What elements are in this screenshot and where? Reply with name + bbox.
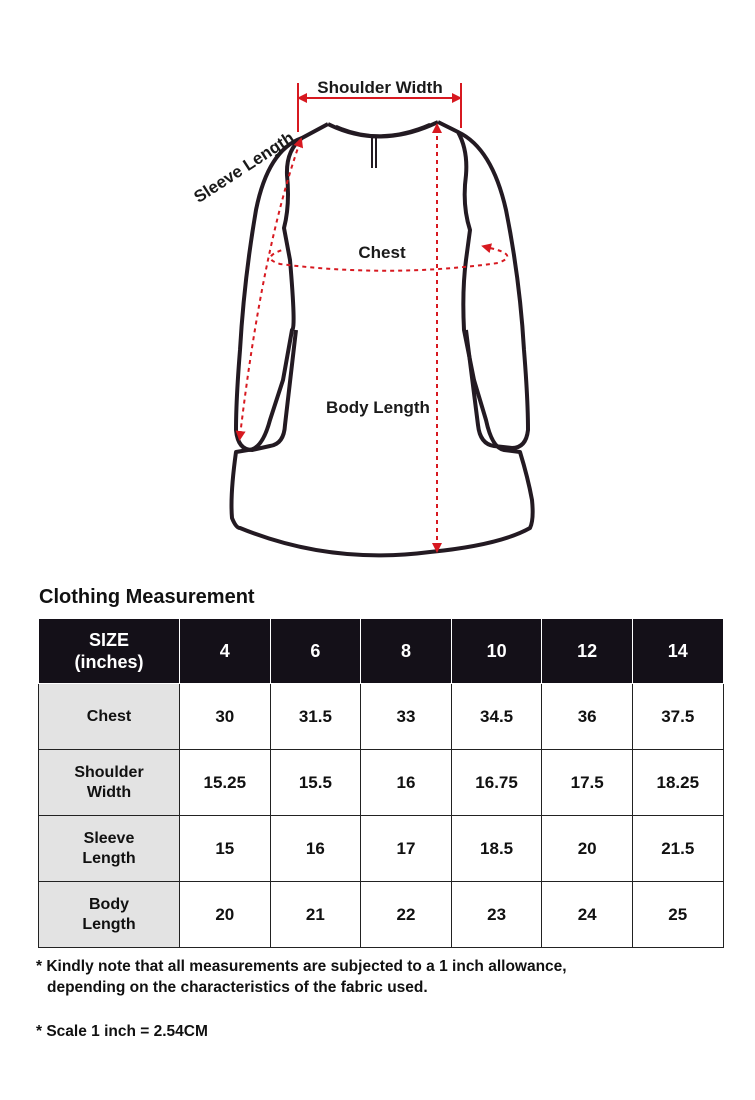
table-cell: 20 bbox=[180, 882, 271, 948]
size-column-header: 4 bbox=[180, 619, 271, 684]
table-cell: 15.25 bbox=[180, 750, 271, 816]
back-placket bbox=[372, 138, 376, 168]
table-cell: 18.25 bbox=[632, 750, 723, 816]
size-chart-table bbox=[38, 618, 724, 948]
chest-arrow-head bbox=[486, 247, 490, 248]
table-header-row bbox=[39, 619, 724, 684]
table-row bbox=[39, 882, 724, 948]
label-shoulder-width: Shoulder Width bbox=[317, 78, 443, 97]
size-header-cell bbox=[39, 619, 180, 684]
row-label-sleeve-length bbox=[39, 816, 180, 882]
allowance-note bbox=[36, 956, 736, 998]
table-cell: 25 bbox=[632, 882, 723, 948]
row-label-text: Body bbox=[89, 895, 129, 913]
table-cell: 16.75 bbox=[451, 750, 542, 816]
table-cell: 30 bbox=[180, 684, 271, 750]
size-column-header: 6 bbox=[270, 619, 361, 684]
dress-outline bbox=[232, 122, 533, 555]
scale-note: * Scale 1 inch = 2.54CM bbox=[36, 1023, 208, 1040]
row-label-text: Length bbox=[82, 915, 136, 933]
table-cell: 22 bbox=[361, 882, 452, 948]
allowance-note-line1: * Kindly note that all measurements are subjected to a 1 inch allowance, bbox=[36, 958, 567, 975]
size-header-line2: (inches) bbox=[74, 652, 144, 672]
table-cell: 15 bbox=[180, 816, 271, 882]
table-cell: 15.5 bbox=[270, 750, 361, 816]
table-row bbox=[39, 684, 724, 750]
table-cell: 18.5 bbox=[451, 816, 542, 882]
row-label-text: Length bbox=[82, 849, 136, 867]
row-label-text: Shoulder bbox=[74, 763, 144, 781]
table-cell: 31.5 bbox=[270, 684, 361, 750]
label-chest: Chest bbox=[358, 243, 406, 262]
table-cell: 17.5 bbox=[542, 750, 633, 816]
table-cell: 23 bbox=[451, 882, 542, 948]
right-sleeve bbox=[458, 132, 528, 448]
table-cell: 34.5 bbox=[451, 684, 542, 750]
table-cell: 37.5 bbox=[632, 684, 723, 750]
table-cell: 21.5 bbox=[632, 816, 723, 882]
size-header-line1: SIZE bbox=[88, 630, 129, 650]
row-label-text: Width bbox=[86, 783, 132, 801]
table-row bbox=[39, 750, 724, 816]
dress-body bbox=[232, 122, 533, 555]
size-column-header: 8 bbox=[361, 619, 452, 684]
label-body-length: Body Length bbox=[326, 398, 430, 417]
table-cell: 24 bbox=[542, 882, 633, 948]
row-label-text: Sleeve bbox=[83, 829, 135, 847]
size-column-header: 12 bbox=[542, 619, 633, 684]
table-cell: 16 bbox=[361, 750, 452, 816]
table-title: Clothing Measurement bbox=[39, 586, 255, 608]
size-column-header: 14 bbox=[632, 619, 723, 684]
table-row bbox=[39, 816, 724, 882]
table-cell: 20 bbox=[542, 816, 633, 882]
row-label-shoulder-width bbox=[39, 750, 180, 816]
table-cell: 21 bbox=[270, 882, 361, 948]
label-sleeve-length: Sleeve Length bbox=[190, 128, 298, 207]
row-label-text: Chest bbox=[86, 707, 132, 725]
table-cell: 36 bbox=[542, 684, 633, 750]
table-cell: 33 bbox=[361, 684, 452, 750]
size-column-header: 10 bbox=[451, 619, 542, 684]
row-label-body-length bbox=[39, 882, 180, 948]
table-cell: 17 bbox=[361, 816, 452, 882]
table-cell: 16 bbox=[270, 816, 361, 882]
allowance-note-line2: depending on the characteristics of the fabric used. bbox=[47, 979, 428, 996]
row-label-chest bbox=[39, 684, 180, 750]
